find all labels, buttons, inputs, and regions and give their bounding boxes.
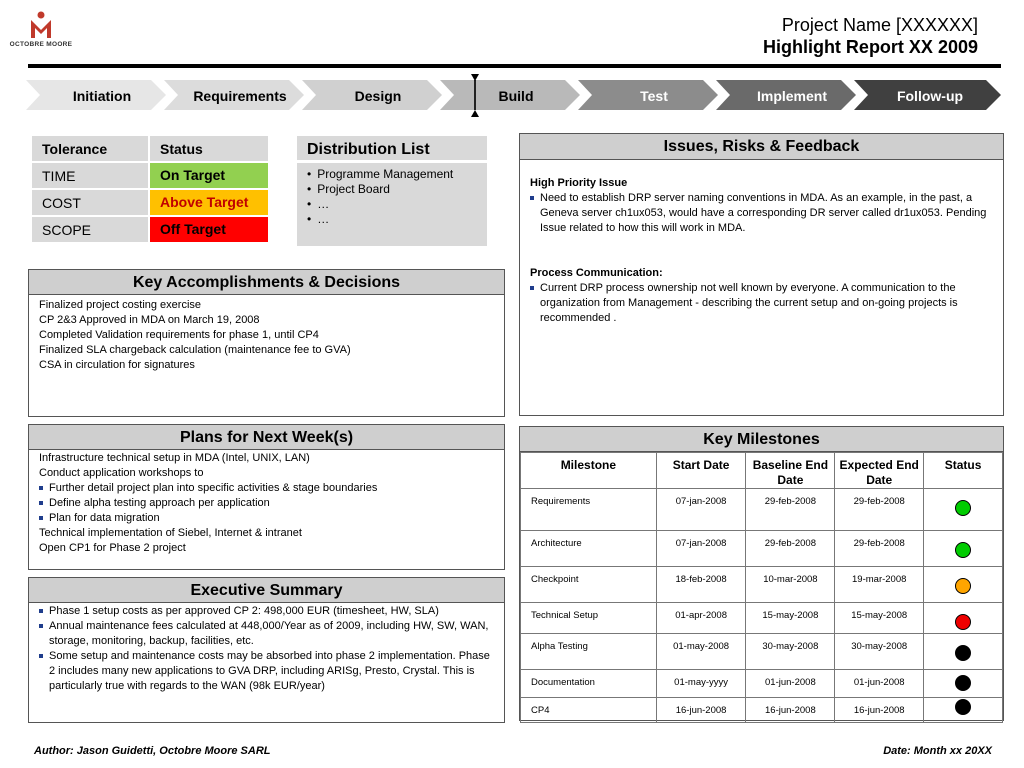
status-dot-icon	[955, 578, 971, 594]
expected-end-date: 29-feb-2008	[835, 489, 924, 531]
expected-end-date: 15-may-2008	[835, 603, 924, 634]
phase-implement: Implement	[756, 88, 827, 104]
list-item: • Project Board	[307, 182, 477, 197]
baseline-end-date: 29-feb-2008	[746, 489, 835, 531]
list-item: Completed Validation requirements for phase 1, until CP4	[39, 329, 319, 341]
issues-panel	[519, 133, 1004, 416]
phase-bar	[26, 80, 1002, 110]
list-item: Open CP1 for Phase 2 project	[39, 542, 186, 554]
list-item: Plan for data migration	[39, 511, 494, 526]
list-item: Technical implementation of Siebel, Internet & intranet	[39, 527, 302, 539]
milestones-title: Key Milestones	[520, 427, 1003, 452]
status-cell	[924, 698, 1003, 723]
tolerance-name: SCOPE	[32, 217, 150, 244]
milestone-name: Documentation	[521, 670, 657, 698]
milestone-name: Alpha Testing	[521, 634, 657, 670]
logo-mark-icon	[28, 10, 54, 40]
start-date: 01-may-yyyy	[656, 670, 746, 698]
executive-summary-panel	[28, 577, 505, 723]
phase-follow-up: Follow-up	[896, 88, 964, 104]
milestone-name: CP4	[521, 698, 657, 723]
expected-end-date: 29-feb-2008	[835, 531, 924, 567]
status-dot-icon	[955, 500, 971, 516]
status-cell	[924, 670, 1003, 698]
accomplishments-panel	[28, 269, 505, 417]
footer-date: Date: Month xx 20XX	[883, 745, 992, 757]
status-dot-icon	[955, 645, 971, 661]
baseline-end-date: 29-feb-2008	[746, 531, 835, 567]
tolerance-name: TIME	[32, 163, 150, 190]
column-header: Expected End Date	[835, 453, 924, 489]
column-header: Status	[924, 453, 1003, 489]
tolerance-header: Tolerance	[32, 136, 150, 163]
status-header: Status	[150, 136, 268, 163]
plans-body	[29, 450, 504, 559]
start-date: 07-jan-2008	[656, 531, 746, 567]
list-item: Finalized SLA chargeback calculation (maintenance fee to GVA)	[39, 344, 351, 356]
list-item: CSA in circulation for signatures	[39, 359, 195, 371]
milestone-name: Requirements	[521, 489, 657, 531]
expected-end-date: 19-mar-2008	[835, 567, 924, 603]
executive-title: Executive Summary	[29, 578, 504, 603]
phase-requirements: Requirements	[193, 88, 287, 104]
distribution-title: Distribution List	[297, 136, 487, 163]
baseline-end-date: 10-mar-2008	[746, 567, 835, 603]
phase-design: Design	[354, 88, 402, 104]
current-phase-marker	[474, 80, 476, 110]
list-item: Some setup and maintenance costs may be absorbed into phase 2 implementation. Phase 2 includes many new applications to GVA DRP, including ARISg, Presto, Crystal. This is particularly true with regards to the WAN (98k EUR/year)	[39, 649, 494, 694]
milestones-panel	[519, 426, 1004, 721]
issues-body	[520, 160, 1003, 329]
status-cell	[924, 531, 1003, 567]
status-dot-icon	[955, 542, 971, 558]
baseline-end-date: 16-jun-2008	[746, 698, 835, 723]
column-header: Milestone	[521, 453, 657, 489]
table-row	[521, 489, 1003, 531]
expected-end-date: 30-may-2008	[835, 634, 924, 670]
project-name: Project Name [XXXXXX]	[781, 15, 978, 35]
list-item: Annual maintenance fees calculated at 448,000/Year as of 2009, including HW, SW, WAN, storage, monitoring, backup, facilities, etc.	[39, 619, 494, 649]
tolerance-row	[32, 163, 268, 190]
status-cell	[924, 634, 1003, 670]
start-date: 01-may-2008	[656, 634, 746, 670]
issues-title: Issues, Risks & Feedback	[520, 134, 1003, 160]
expected-end-date: 01-jun-2008	[835, 670, 924, 698]
status-cell	[924, 567, 1003, 603]
baseline-end-date: 30-may-2008	[746, 634, 835, 670]
issue-heading: Process Communication:	[530, 267, 663, 279]
table-row	[521, 634, 1003, 670]
phase-build: Build	[498, 88, 534, 104]
table-row	[521, 567, 1003, 603]
table-row	[521, 531, 1003, 567]
accomplishments-title: Key Accomplishments & Decisions	[29, 270, 504, 295]
issue-text: Current DRP process ownership not well known by everyone. A communication to the organization from Management - describing the current setup and on-going projects is recommended .	[530, 281, 993, 326]
executive-body	[29, 603, 504, 697]
plans-title: Plans for Next Week(s)	[29, 425, 504, 450]
report-header	[763, 14, 978, 58]
baseline-end-date: 01-jun-2008	[746, 670, 835, 698]
list-item: Define alpha testing approach per application	[39, 496, 494, 511]
tolerance-row	[32, 190, 268, 217]
accomplishments-body	[29, 295, 504, 376]
status-badge: On Target	[150, 163, 268, 190]
table-row	[521, 603, 1003, 634]
list-item: • …	[307, 197, 477, 212]
status-badge: Off Target	[150, 217, 268, 244]
milestone-name: Architecture	[521, 531, 657, 567]
status-dot-icon	[955, 675, 971, 691]
status-cell	[924, 603, 1003, 634]
list-item: CP 2&3 Approved in MDA on March 19, 2008	[39, 314, 260, 326]
report-title: Highlight Report XX 2009	[762, 37, 978, 57]
expected-end-date: 16-jun-2008	[835, 698, 924, 723]
baseline-end-date: 15-may-2008	[746, 603, 835, 634]
milestone-name: Technical Setup	[521, 603, 657, 634]
milestones-table	[520, 452, 1003, 723]
milestones-header-row	[521, 453, 1003, 489]
table-row	[521, 698, 1003, 723]
phase-test: Test	[640, 88, 668, 104]
status-dot-icon	[955, 699, 971, 715]
list-item: Conduct application workshops to	[39, 467, 204, 479]
list-item: Finalized project costing exercise	[39, 299, 202, 311]
distribution-list	[297, 136, 487, 246]
marker-up-arrow-icon	[471, 110, 479, 117]
list-item: Phase 1 setup costs as per approved CP 2: 498,000 EUR (timesheet, HW, SLA)	[39, 604, 494, 619]
milestone-name: Checkpoint	[521, 567, 657, 603]
start-date: 01-apr-2008	[656, 603, 746, 634]
table-row	[521, 670, 1003, 698]
tolerance-row	[32, 217, 268, 244]
status-dot-icon	[955, 614, 971, 630]
logo-text: OCTOBRE MOORE	[9, 41, 73, 48]
column-header: Start Date	[656, 453, 746, 489]
list-item: Infrastructure technical setup in MDA (Intel, UNIX, LAN)	[39, 452, 310, 464]
column-header: Baseline End Date	[746, 453, 835, 489]
tolerance-table	[32, 136, 268, 244]
marker-down-arrow-icon	[471, 74, 479, 81]
status-badge: Above Target	[150, 190, 268, 217]
tolerance-name: COST	[32, 190, 150, 217]
issue-heading: High Priority Issue	[530, 177, 628, 189]
start-date: 07-jan-2008	[656, 489, 746, 531]
list-item: • …	[307, 212, 477, 227]
phase-initiation: Initiation	[72, 88, 132, 104]
footer-author: Author: Jason Guidetti, Octobre Moore SARL	[34, 745, 271, 757]
start-date: 18-feb-2008	[656, 567, 746, 603]
list-item: • Programme Management	[307, 167, 477, 182]
tolerance-header-row	[32, 136, 268, 163]
issue-text: Need to establish DRP server naming conventions in MDA. As an example, in the past, a Geneva server ch1ux053, would have a corresponding DR server called dr1ux053. Pending Issue related to how this will work in MDA.	[530, 191, 993, 236]
company-logo	[8, 10, 74, 54]
status-cell	[924, 489, 1003, 531]
start-date: 16-jun-2008	[656, 698, 746, 723]
list-item: Further detail project plan into specific activities & stage boundaries	[39, 481, 494, 496]
distribution-items	[297, 163, 487, 231]
header-divider	[28, 64, 1001, 68]
plans-panel	[28, 424, 505, 570]
